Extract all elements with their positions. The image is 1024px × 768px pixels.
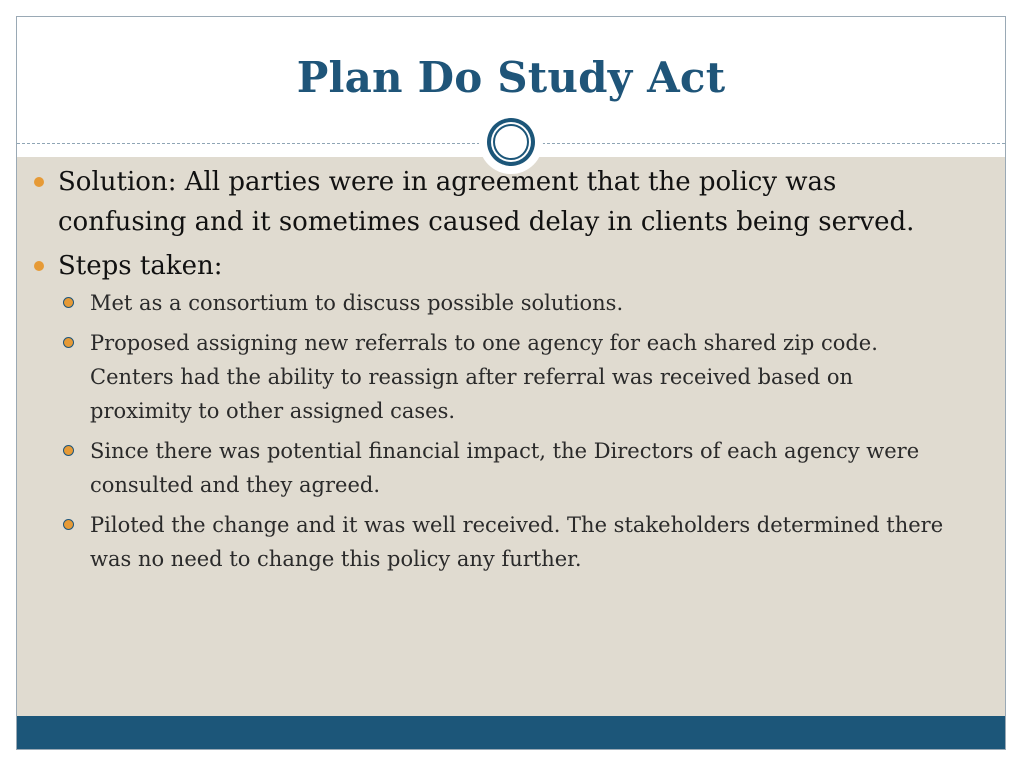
bullet-solution [34, 162, 954, 242]
sub-bullet-item [34, 434, 954, 502]
sub-bullet-text: Met as a consortium to discuss possible solutions. [90, 291, 624, 315]
sub-bullet-item [34, 508, 954, 576]
hollow-circle-bullet-icon [63, 519, 74, 530]
medallion-ring [487, 118, 535, 166]
sub-bullet-text: Proposed assigning new referrals to one agency for each shared zip code. Centers had the ability to reassign after referral was received based on proximity to other assigned cases. [90, 331, 878, 423]
body-bullet-list [34, 162, 954, 582]
sub-bullet-text: Since there was potential financial impact, the Directors of each agency were consulted and they agreed. [90, 439, 920, 497]
footer-bar [17, 716, 1005, 750]
medallion-inner [491, 122, 531, 162]
sub-bullet-item [34, 326, 954, 428]
sub-bullet-text: Piloted the change and it was well received. The stakeholders determined there was no need to change this policy any further. [90, 513, 944, 571]
steps-sublist [34, 286, 954, 576]
sub-bullet-item [34, 286, 954, 320]
bullet-text: Solution: All parties were in agreement that the policy was confusing and it sometimes caused delay in clients being served. [58, 167, 915, 237]
bullet-steps-taken [34, 246, 954, 576]
slide-title: Plan Do Study Act [296, 53, 726, 102]
filled-circle-bullet-icon [34, 261, 44, 271]
bullet-text: Steps taken: [58, 251, 223, 281]
filled-circle-bullet-icon [34, 177, 44, 187]
medallion-core [493, 124, 529, 160]
hollow-circle-bullet-icon [63, 337, 74, 348]
hollow-circle-bullet-icon [63, 445, 74, 456]
hollow-circle-bullet-icon [63, 297, 74, 308]
